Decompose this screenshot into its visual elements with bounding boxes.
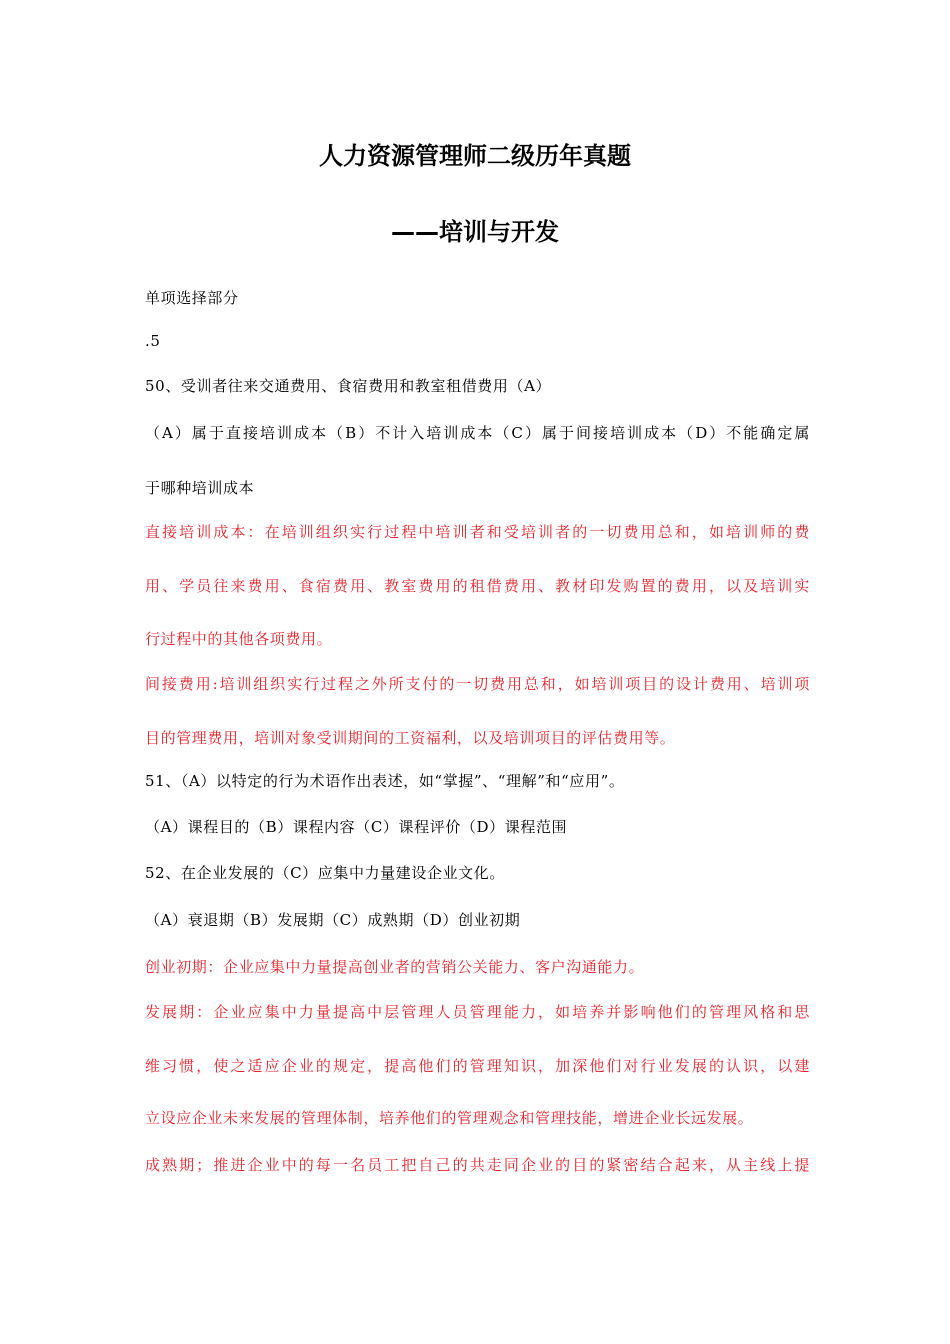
note-direct-cost-2: 用、学员往来费用、食宿费用、教室费用的租借费用、教材印发购置的费用，以及培训实	[145, 577, 810, 595]
note-indirect-cost-1: 间接费用:培训组织实行过程之外所支付的一切费用总和，如培训项目的设计费用、培训项	[145, 675, 810, 693]
page-title: 人力资源管理师二级历年真题	[319, 142, 631, 170]
question-50-options-cont: 于哪种培训成本	[145, 479, 255, 497]
note-direct-cost-1: 直接培训成本：在培训组织实行过程中培训者和受培训者的一切费用总和，如培训师的费	[145, 523, 810, 541]
note-growth-stage-1: 发展期：企业应集中力量提高中层管理人员管理能力，如培养并影响他们的管理风格和思	[145, 1003, 810, 1021]
section-marker: .5	[145, 332, 161, 350]
question-51-options: （A）课程目的（B）课程内容（C）课程评价（D）课程范围	[145, 818, 568, 836]
note-growth-stage-2: 维习惯，使之适应企业的规定，提高他们的管理知识，加深他们对行业发展的认识，以建	[145, 1057, 810, 1075]
note-startup-stage: 创业初期：企业应集中力量提高创业者的营销公关能力、客户沟通能力。	[145, 958, 645, 976]
question-50-options: （A）属于直接培训成本（B）不计入培训成本（C）属于间接培训成本（D）不能确定属	[145, 424, 810, 442]
question-51: 51、（A）以特定的行为术语作出表述，如“掌握”、“理解”和“应用”。	[145, 772, 625, 790]
note-direct-cost-3: 行过程中的其他各项费用。	[145, 630, 333, 648]
note-growth-stage-3: 立设应企业未来发展的管理体制，培养他们的管理观念和管理技能，增进企业长远发展。	[145, 1109, 754, 1127]
question-52: 52、在企业发展的（C）应集中力量建设企业文化。	[145, 864, 505, 882]
page-subtitle: ——培训与开发	[391, 218, 559, 246]
section-heading: 单项选择部分	[145, 289, 239, 307]
note-indirect-cost-2: 目的管理费用，培训对象受训期间的工资福利，以及培训项目的评估费用等。	[145, 729, 676, 747]
question-50: 50、受训者往来交通费用、食宿费用和教室租借费用（A）	[145, 377, 552, 395]
note-mature-stage-1: 成熟期；推进企业中的每一名员工把自己的共走同企业的目的紧密结合起来，从主线上提	[145, 1156, 810, 1174]
question-52-options: （A）衰退期（B）发展期（C）成熟期（D）创业初期	[145, 911, 521, 929]
